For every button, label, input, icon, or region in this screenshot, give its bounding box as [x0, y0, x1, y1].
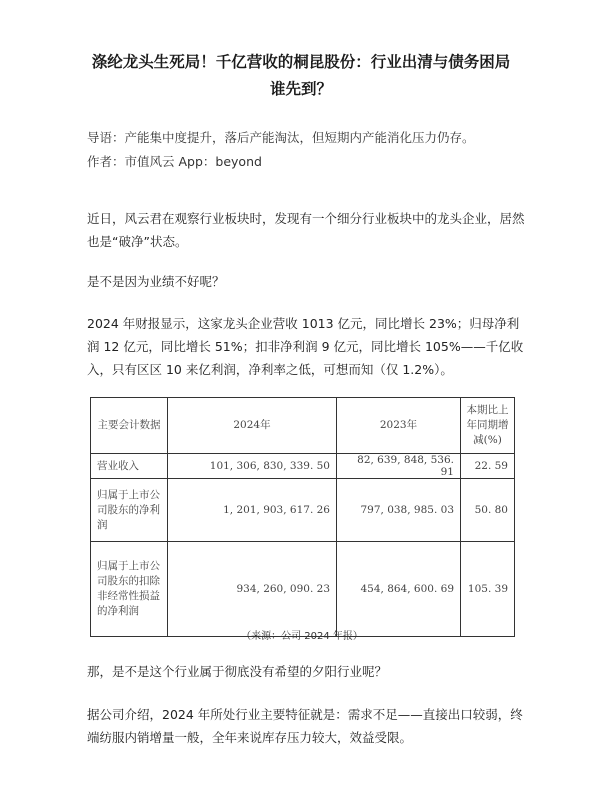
article-author: 作者：市值风云 App：beyond — [87, 154, 262, 169]
row-label: 归属于上市公司股东的扣除非经常性损益的净利润 — [91, 542, 168, 637]
row-label: 归属于上市公司股东的净利润 — [91, 479, 168, 542]
cell-2024: 1, 201, 903, 617. 26 — [168, 479, 337, 542]
article-lead: 导语：产能集中度提升，落后产能淘汰，但短期内产能消化压力仍存。 — [87, 130, 475, 145]
header-item: 主要会计数据 — [91, 398, 168, 454]
table-header-row — [91, 398, 515, 454]
paragraph-1: 近日，风云君在观察行业板块时，发现有一个细分行业板块中的龙头企业，居然也是“破净”状态。 — [87, 211, 525, 249]
table-row — [91, 454, 515, 479]
cell-2023: 797, 038, 985. 03 — [337, 479, 461, 542]
header-2023: 2023年 — [337, 398, 461, 454]
cell-change: 50. 80 — [461, 479, 515, 542]
paragraph-3: 2024 年财报显示，这家龙头企业营收 1013 亿元，同比增长 23%；归母净利润 12 亿元，同比增长 51%；扣非净利润 9 亿元，同比增长 105%——千亿收入，只有区区 10 来亿利润，净利率之低，可想而知（仅 1.2%）。 — [87, 316, 524, 377]
cell-change: 22. 59 — [461, 454, 515, 479]
table-row — [91, 479, 515, 542]
cell-2024: 101, 306, 830, 339. 50 — [168, 454, 337, 479]
paragraph-5: 据公司介绍，2024 年所处行业主要特征就是：需求不足——直接出口较弱，终端纺服内销增量一般，全年来说库存压力较大，效益受限。 — [87, 707, 523, 745]
table-row — [91, 542, 515, 637]
article-title: 涤纶龙头生死局！千亿营收的桐昆股份：行业出清与债务困局谁先到？ — [91, 53, 511, 98]
cell-2023: 82, 639, 848, 536. 91 — [337, 454, 461, 479]
cell-2023: 454, 864, 600. 69 — [337, 542, 461, 637]
cell-2024: 934, 260, 090. 23 — [168, 542, 337, 637]
header-2024: 2024年 — [168, 398, 337, 454]
paragraph-2: 是不是因为业绩不好呢？ — [87, 274, 225, 289]
table-caption: （来源：公司 2024 年报） — [241, 631, 363, 642]
row-label: 营业收入 — [91, 454, 168, 479]
cell-change: 105. 39 — [461, 542, 515, 637]
header-change: 本期比上年同期增减(%) — [461, 398, 515, 454]
paragraph-4: 那，是不是这个行业属于彻底没有希望的夕阳行业呢？ — [87, 664, 388, 679]
financial-data-table — [90, 397, 515, 637]
